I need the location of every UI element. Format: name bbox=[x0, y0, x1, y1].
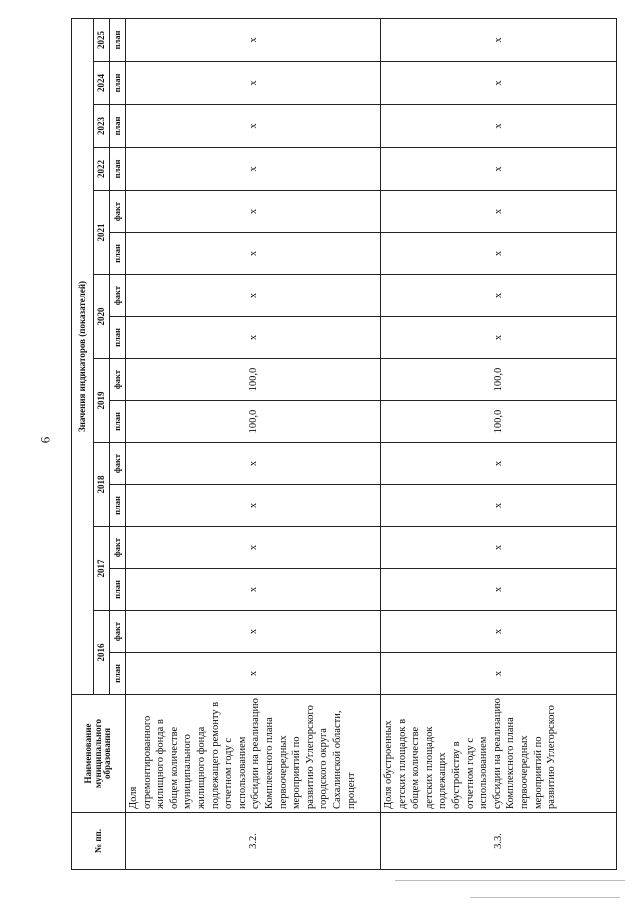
sub-2025-plan: план bbox=[110, 18, 126, 61]
year-2024: 2024 bbox=[94, 62, 110, 105]
cell-value: x bbox=[381, 611, 617, 653]
rotated-table-wrapper bbox=[71, 20, 616, 870]
cell-value: x bbox=[126, 443, 381, 485]
sub-2017-plan: план bbox=[110, 569, 126, 611]
cell-value: 100,0 bbox=[381, 401, 617, 443]
cell-value: 100,0 bbox=[381, 359, 617, 401]
sub-2019-fact: факт bbox=[110, 359, 126, 401]
cell-value: x bbox=[126, 191, 381, 233]
sub-2017-fact: факт bbox=[110, 527, 126, 569]
cell-value: x bbox=[381, 62, 617, 105]
sub-2023-plan: план bbox=[110, 105, 126, 148]
sub-2021-plan: план bbox=[110, 233, 126, 275]
cell-value: x bbox=[126, 105, 381, 148]
year-2017: 2017 bbox=[94, 527, 110, 611]
cell-value: 100,0 bbox=[126, 401, 381, 443]
cell-value: x bbox=[381, 191, 617, 233]
cell-value: x bbox=[126, 527, 381, 569]
sub-2020-fact: факт bbox=[110, 275, 126, 317]
page-number: 6 bbox=[37, 436, 53, 444]
cell-value: x bbox=[381, 275, 617, 317]
row-number: 3.2. bbox=[126, 813, 381, 870]
sub-2016-fact: факт bbox=[110, 611, 126, 653]
year-2018: 2018 bbox=[94, 443, 110, 527]
cell-value: x bbox=[126, 569, 381, 611]
year-2022: 2022 bbox=[94, 148, 110, 191]
cell-value: x bbox=[126, 62, 381, 105]
row-number: 3.3. bbox=[381, 813, 617, 870]
cell-value: x bbox=[381, 485, 617, 527]
cell-value: 100,0 bbox=[126, 359, 381, 401]
cell-value: x bbox=[381, 105, 617, 148]
cell-value: x bbox=[126, 233, 381, 275]
year-2016: 2016 bbox=[94, 611, 110, 695]
sub-2019-plan: план bbox=[110, 401, 126, 443]
cell-value: x bbox=[126, 275, 381, 317]
cell-value: x bbox=[381, 569, 617, 611]
header-indicators: Значения индикаторов (показателей) bbox=[72, 18, 94, 694]
cell-value: x bbox=[381, 233, 617, 275]
sub-2021-fact: факт bbox=[110, 191, 126, 233]
cell-value: x bbox=[126, 317, 381, 359]
sub-2016-plan: план bbox=[110, 653, 126, 695]
year-2025: 2025 bbox=[94, 18, 110, 61]
table-row bbox=[126, 18, 381, 869]
year-2019: 2019 bbox=[94, 359, 110, 443]
sub-2018-plan: план bbox=[110, 485, 126, 527]
row-name: Доля обустроенных детских площадок в общем количестве детских площадок подлежащих обустройству в отчетном году с использованием субсидии на реализацию Комплексного плана первоочередных мероприятий по развитию Углегорского bbox=[381, 695, 617, 813]
table-row bbox=[381, 18, 617, 869]
scan-edge-line bbox=[395, 880, 625, 881]
cell-value: x bbox=[126, 148, 381, 191]
cell-value: x bbox=[381, 18, 617, 61]
cell-value: x bbox=[381, 443, 617, 485]
cell-value: x bbox=[126, 18, 381, 61]
scan-edge-line bbox=[470, 897, 620, 898]
header-number: № пп. bbox=[72, 813, 126, 870]
sub-2018-fact: факт bbox=[110, 443, 126, 485]
cell-value: x bbox=[126, 653, 381, 695]
cell-value: x bbox=[126, 485, 381, 527]
sub-2020-plan: план bbox=[110, 317, 126, 359]
cell-value: x bbox=[381, 148, 617, 191]
sub-2024-plan: план bbox=[110, 62, 126, 105]
cell-value: x bbox=[381, 653, 617, 695]
cell-value: x bbox=[381, 317, 617, 359]
indicators-table bbox=[71, 18, 617, 870]
header-municipality: Наименование муниципального образования bbox=[72, 695, 126, 813]
row-name: Доля отремонтированного жилищного фонда в общем количестве муниципального жилищного фонда подлежащего ремонту в отчетном году с использованием субсидии на реализацию Комплексного плана первоочередных мероприятий по развитию Углегорского городского округа Сахалинской области, процент bbox=[126, 695, 381, 813]
year-2021: 2021 bbox=[94, 191, 110, 275]
sub-2022-plan: план bbox=[110, 148, 126, 191]
year-2023: 2023 bbox=[94, 105, 110, 148]
cell-value: x bbox=[381, 527, 617, 569]
year-2020: 2020 bbox=[94, 275, 110, 359]
cell-value: x bbox=[126, 611, 381, 653]
